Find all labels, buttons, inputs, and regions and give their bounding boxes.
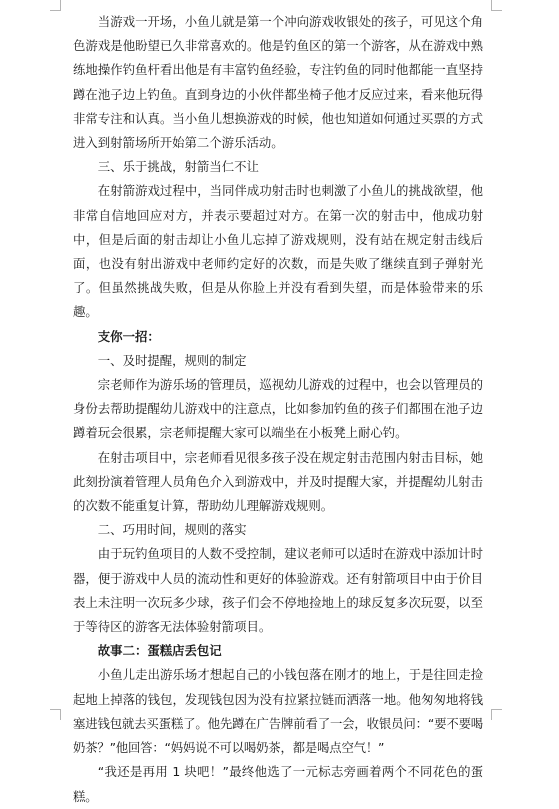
heading-tips: 支你一招： (97, 328, 160, 344)
heading-reminder: 一、及时提醒，规则的制定 (97, 352, 247, 368)
paragraph-cake: “我还是再用 1 块吧！”最终他选了一元标志旁画着两个不同花色的蛋糕。 (73, 764, 483, 804)
paragraph-fishing-intro: 当游戏一开场，小鱼儿就是第一个冲向游戏收银处的孩子，可见这个角色游戏是他盼望已久非常喜欢的。他是钓鱼区的第一个游客，从在游戏中熟练地操作钓鱼杆看出他是有丰富钓鱼经验，专注钓鱼的同时他都能一直坚持蹲在池子边上钓鱼。直到身边的小伙伴都坐椅子他才反应过来，看来他玩得非常专注和认真。当小鱼儿想换游戏的时候，他也知道如何通过买票的方式进入到射箭场所开始第二个游乐活动。 (73, 14, 483, 151)
crop-mark-top-left (50, 0, 61, 11)
heading-story-two: 故事二：蛋糕店丢包记 (97, 643, 222, 659)
crop-mark-bottom-left (50, 709, 61, 720)
paragraph-wallet: 小鱼儿走出游乐场才想起自己的小钱包落在刚才的地上，于是往回走捡起地上掉落的钱包，发现钱包因为没有拉紧拉链而洒落一地。他匆匆地将钱塞进钱包就去买蛋糕了。他先蹲在广告牌前看了一会，收银员问：“要不要喝奶茶？”他回答：“妈妈说不可以喝奶茶，都是喝点空气！” (73, 667, 483, 756)
paragraph-archery: 在射箭游戏过程中，当同伴成功射击时也刺激了小鱼儿的挑战欲望，他非常自信地回应对方，并表示要超过对方。在第一次的射击中，他成功射中，但是后面的射击却让小鱼儿忘掉了游戏规则，没有站在规定射击线后面，也没有射出游戏中老师约定好的次数，而是失败了继续直到子弹射光了。但虽然挑战失败，但是从你脸上并没有看到失望，而是体验带来的乐趣。 (73, 183, 483, 320)
document-body (73, 10, 483, 809)
paragraph-shooting-rules: 在射击项目中，宗老师看见很多孩子没在规定射击范围内射击目标，她此刻扮演着管理人员角色介入到游戏中，并及时提醒大家，并提醒幼儿射击的次数不能重复计算，帮助幼儿理解游戏规则。 (73, 449, 483, 514)
crop-mark-top-right (491, 0, 502, 11)
heading-challenge: 三、乐于挑战，射箭当仁不让 (97, 159, 259, 175)
heading-time: 二、巧用时间，规则的落实 (97, 522, 247, 538)
paragraph-timer: 由于玩钓鱼项目的人数不受控制，建议老师可以适时在游戏中添加计时器，便于游戏中人员的流动性和更好的体验游戏。还有射箭项目中由于价目表上未注明一次玩多少球，孩子们会不停地捡地上的球反复多次玩耍，以至于等待区的游客无法体验射箭项目。 (73, 546, 483, 635)
crop-mark-bottom-right (491, 709, 502, 720)
paragraph-teacher-manager: 宗老师作为游乐场的管理员，巡视幼儿游戏的过程中，也会以管理员的身份去帮助提醒幼儿游戏中的注意点，比如参加钓鱼的孩子们都围在池子边蹲着玩会很累，宗老师提醒大家可以端坐在小板凳上耐心钓。 (73, 377, 483, 441)
